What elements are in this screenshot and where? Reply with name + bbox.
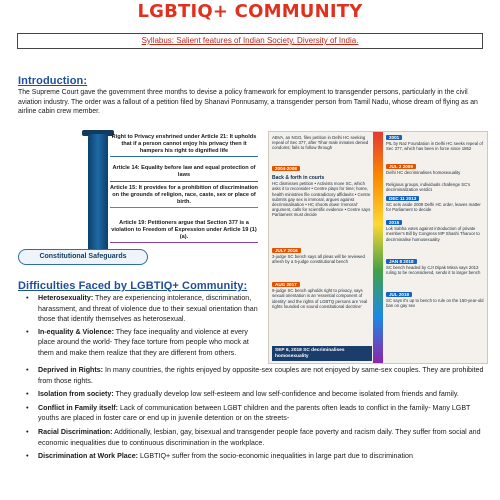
list-item [22,293,262,325]
list-item-term: Heterosexuality: [38,294,94,302]
introduction-text: The Supreme Court gave the government three months to devise a policy framework for employment to transgender persons, particularly in the civil aviation industry. The order was a fallout of a petition filed by Shanavi Ponnusamy, a transgender person from Tamil Nadu, whose dream of flying as an airline cabin crew member. [18,89,478,116]
bullet-icon: • [26,389,29,399]
timeline-year: JUL 2018 [386,292,412,297]
list-item [22,451,484,462]
list-item-text: They gradually develop low self-esteem and low self-confidence and become isolated from friends and family. [113,390,459,399]
timeline-text: 9-judge SC bench upholds right to privacy, says sexual orientation is an 'essential component of identity' and the rights of LGBTQ persons are 'real rights founded on sound constitutional doctrine' [272,288,368,309]
list-item-term: In-equality & Violence: [38,327,114,336]
pillar-graphic [88,134,108,252]
page-title: LGBTIQ+ COMMUNITY [137,1,363,22]
timeline-year: 2004-2008 [272,166,300,171]
timeline-text: Religious groups, individuals challenge SC's decriminalization verdict [386,182,471,193]
difficulties-list-wide [22,365,484,462]
list-item-term: Deprived in Rights: [38,366,104,374]
timeline-year: 2015 [386,220,402,225]
list-item-text: Lack of communication between LGBT children and the parents often leads to conflict in the family- Many LGBT youths are placed in foster care or end up in juvenile detention or on the streets- [38,403,471,423]
timeline-entry [386,135,486,152]
safeguard-article-19: Article 19: Petitioners argue that Section 377 is a violation to Freedom of Expression under Article 19 (1) (a). [110,220,258,243]
timeline-year: JUL 2 2009 [386,164,416,169]
list-item-text: LGBTIQ+ suffer from the socio-economic inequalities in large part due to discrimination [138,452,413,461]
difficulties-heading: Difficulties Faced by LGBTIQ+ Community: [18,280,248,292]
difficulties-list-narrow [22,293,262,359]
rainbow-divider [373,132,383,363]
timeline-year: 2001 [386,135,402,140]
bullet-icon: • [26,426,29,436]
list-item [22,389,484,400]
list-item-term: Isolation from society: [38,390,114,399]
timeline-text: 3-judge SC bench says all pleas will be reviewed afresh by a 5-judge constitutional bench [272,254,365,265]
list-item-text: Additionally, lesbian, gay, bisexual and transgender people face poverty and racism daily. They suffer from social and economic inequalities due to continuous discrimination in the workplace. [38,427,481,447]
safeguard-article-15: Article 15: It provides for a prohibition of discrimination on the grounds of religion, race, caste, sex or place of birth. [110,185,258,208]
timeline-entry [386,164,486,175]
section-377-timeline-image [268,131,488,364]
list-item-text: They are experiencing intolerance, discrimination, harassment, and threat of violence due to their sexual orientation than those that identify themselves as heterosexual. [38,294,258,324]
timeline-text: HC dismisses petition • Activists move SC, which asks it to reconsider • Centre plays for time; home, health ministries file contradictory affidavits • Centre submits gay sex is immoral, argues against decriminalisation • HC shoots down 'immoral' argument, calls for scientific evidence • Centre says Parliament must decide [272,181,371,218]
timeline-year: JULY 2016 [272,248,301,253]
timeline-text: SC sets aside 2009 Delhi HC order, leaves matter for Parliament to decide [386,202,481,213]
syllabus-box: Syllabus: Salient features of Indian Society, Diversity of India. [17,33,483,49]
bullet-icon: • [26,365,29,374]
timeline-year: JAN 8 2018 [386,259,417,264]
list-item [22,327,262,359]
timeline-entry [386,220,486,242]
list-item [22,403,484,424]
timeline-text: SC bench headed by CJI Dipak Misra says 2013 ruling to be reconsidered, sends it to larger bench [386,265,481,276]
timeline-entry [386,259,486,276]
timeline-entry [386,182,486,192]
list-item [22,365,484,386]
list-item [22,427,484,448]
bullet-icon: • [26,326,29,336]
timeline-entry [272,176,372,218]
timeline-entry [272,135,372,151]
timeline-entry [272,166,372,172]
list-item-term: Conflict in Family itself: [38,403,119,412]
timeline-year: AUG 2017 [272,282,300,287]
timeline-year: DEC 11 2013 [386,196,419,201]
bullet-icon: • [26,402,29,412]
constitutional-safeguards-diagram [18,128,258,273]
timeline-text: Lok Sabha votes against introduction of private member's Bill by Congress MP Shashi Tharoor to decriminalise homosexuality [386,226,480,242]
timeline-heading: Back & forth in courts [272,175,325,181]
safeguard-article-14: Article 14: Equality before law and equal protection of laws [110,165,258,182]
timeline-text: Delhi HC decriminalises homosexuality [386,170,461,176]
bullet-icon: • [26,293,29,302]
timeline-text: PIL by Naz Foundation in Delhi HC seeks repeal of Sec 377, which has been in force since 1862 [386,141,483,152]
safeguard-article-21: Right to Privacy enshrined under Article 21: It upholds that if a person cannot enjoy his privacy then it hampers his right to dignified life [110,134,258,157]
list-item-term: Racial Discrimination: [38,427,113,436]
introduction-heading: Introduction: [18,75,88,87]
timeline-entry [386,196,486,213]
timeline-entry [272,282,372,309]
timeline-entry [386,292,486,309]
bullet-icon: • [26,451,29,461]
timeline-entry [272,248,372,265]
timeline-text: SC says it's up to bench to rule on the 150-year-old ban on gay sex [386,298,484,309]
list-item-text: In many countries, the rights enjoyed by opposite-sex couples are not enjoyed by same-sex couples. They are prohibited from those rights. [38,366,484,385]
list-item-term: Discrimination at Work Place: [38,452,138,461]
timeline-banner: SEP 6, 2018 SC decriminalises homosexuality [272,346,372,361]
list-item-text: They face inequality and violence at every place around the world- They face torture from people who mock at them and make them realize that they are different from others. [38,327,249,357]
timeline-text: ABVA, an NGO, files petition in Delhi HC seeking repeal of Sec 377, after Tihar male inmates denied condoms; fails to follow through [272,135,369,151]
safeguards-base-label: Constitutional Safeguards [18,249,148,265]
